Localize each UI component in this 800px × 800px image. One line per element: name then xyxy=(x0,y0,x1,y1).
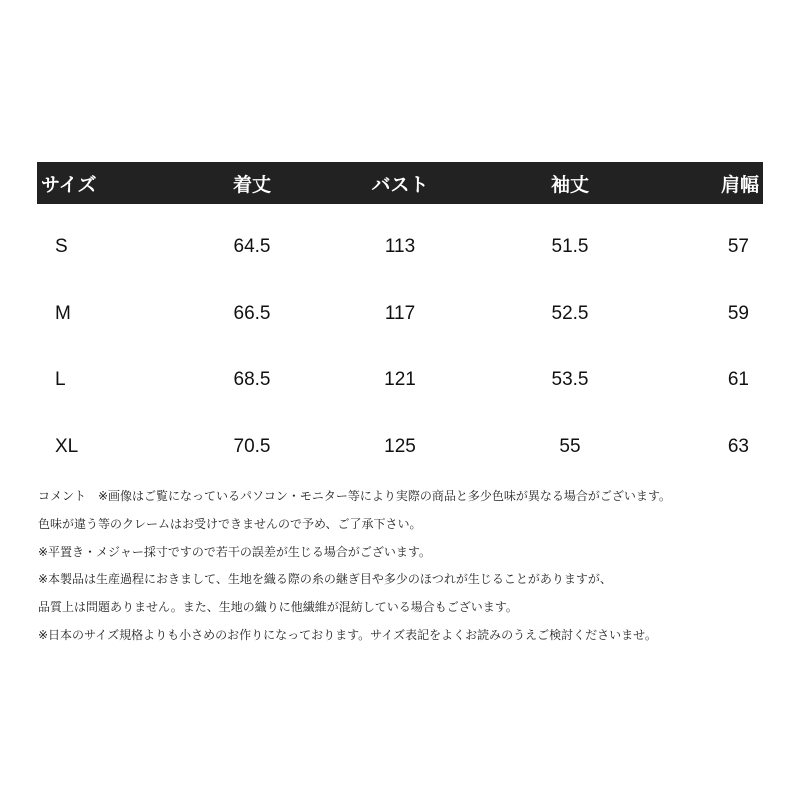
cell-length: 66.5 xyxy=(233,302,271,324)
header-shoulder: 肩幅 xyxy=(720,173,759,196)
table-row xyxy=(37,414,763,481)
cell-bust: 117 xyxy=(384,302,416,324)
table-header-row xyxy=(37,162,763,204)
table-body xyxy=(37,204,763,480)
cell-size: XL xyxy=(55,435,79,457)
header-size: サイズ xyxy=(41,173,97,196)
cell-bust: 125 xyxy=(384,435,416,457)
table-row xyxy=(37,347,763,414)
cell-bust: 113 xyxy=(384,236,416,258)
product-notes xyxy=(38,483,778,650)
cell-length: 64.5 xyxy=(233,236,271,258)
size-chart-table xyxy=(37,162,763,480)
note-line: ※日本のサイズ規格よりも小さめのお作りになっております。サイズ表記をよくお読みのうえご検討くださいませ。 xyxy=(38,627,657,642)
cell-size: L xyxy=(55,369,66,391)
cell-size: M xyxy=(55,302,71,324)
cell-shoulder: 59 xyxy=(727,302,749,324)
note-line: 色味が違う等のクレームはお受けできませんので予め、ご了承下さい。 xyxy=(38,516,422,531)
header-bust: バスト xyxy=(371,173,429,196)
note-comment-line: コメント ※画像はご覧になっているパソコン・モニター等により実際の商品と多少色味が異なる場合がございます。 xyxy=(38,489,671,503)
table-row xyxy=(37,281,763,348)
cell-shoulder: 61 xyxy=(727,369,749,391)
cell-length: 70.5 xyxy=(233,435,271,457)
cell-bust: 121 xyxy=(384,369,416,391)
cell-sleeve: 53.5 xyxy=(551,369,589,391)
cell-sleeve: 51.5 xyxy=(551,236,589,258)
header-length: 着丈 xyxy=(232,173,271,196)
cell-size: S xyxy=(55,236,68,258)
table-row xyxy=(37,214,763,281)
cell-length: 68.5 xyxy=(233,369,271,391)
header-sleeve: 袖丈 xyxy=(550,173,589,196)
cell-shoulder: 57 xyxy=(727,236,749,258)
note-line: ※平置き・メジャー採寸ですので若干の誤差が生じる場合がございます。 xyxy=(38,544,431,559)
cell-shoulder: 63 xyxy=(727,435,749,457)
note-line: 品質上は問題ありません。また、生地の織りに他繊維が混紡している場合もございます。 xyxy=(38,600,518,615)
cell-sleeve: 52.5 xyxy=(551,302,589,324)
cell-sleeve: 55 xyxy=(559,435,581,457)
note-line: ※本製品は生産過程におきまして、生地を織る際の糸の継ぎ目や多少のほつれが生じることがありますが、 xyxy=(38,572,612,587)
